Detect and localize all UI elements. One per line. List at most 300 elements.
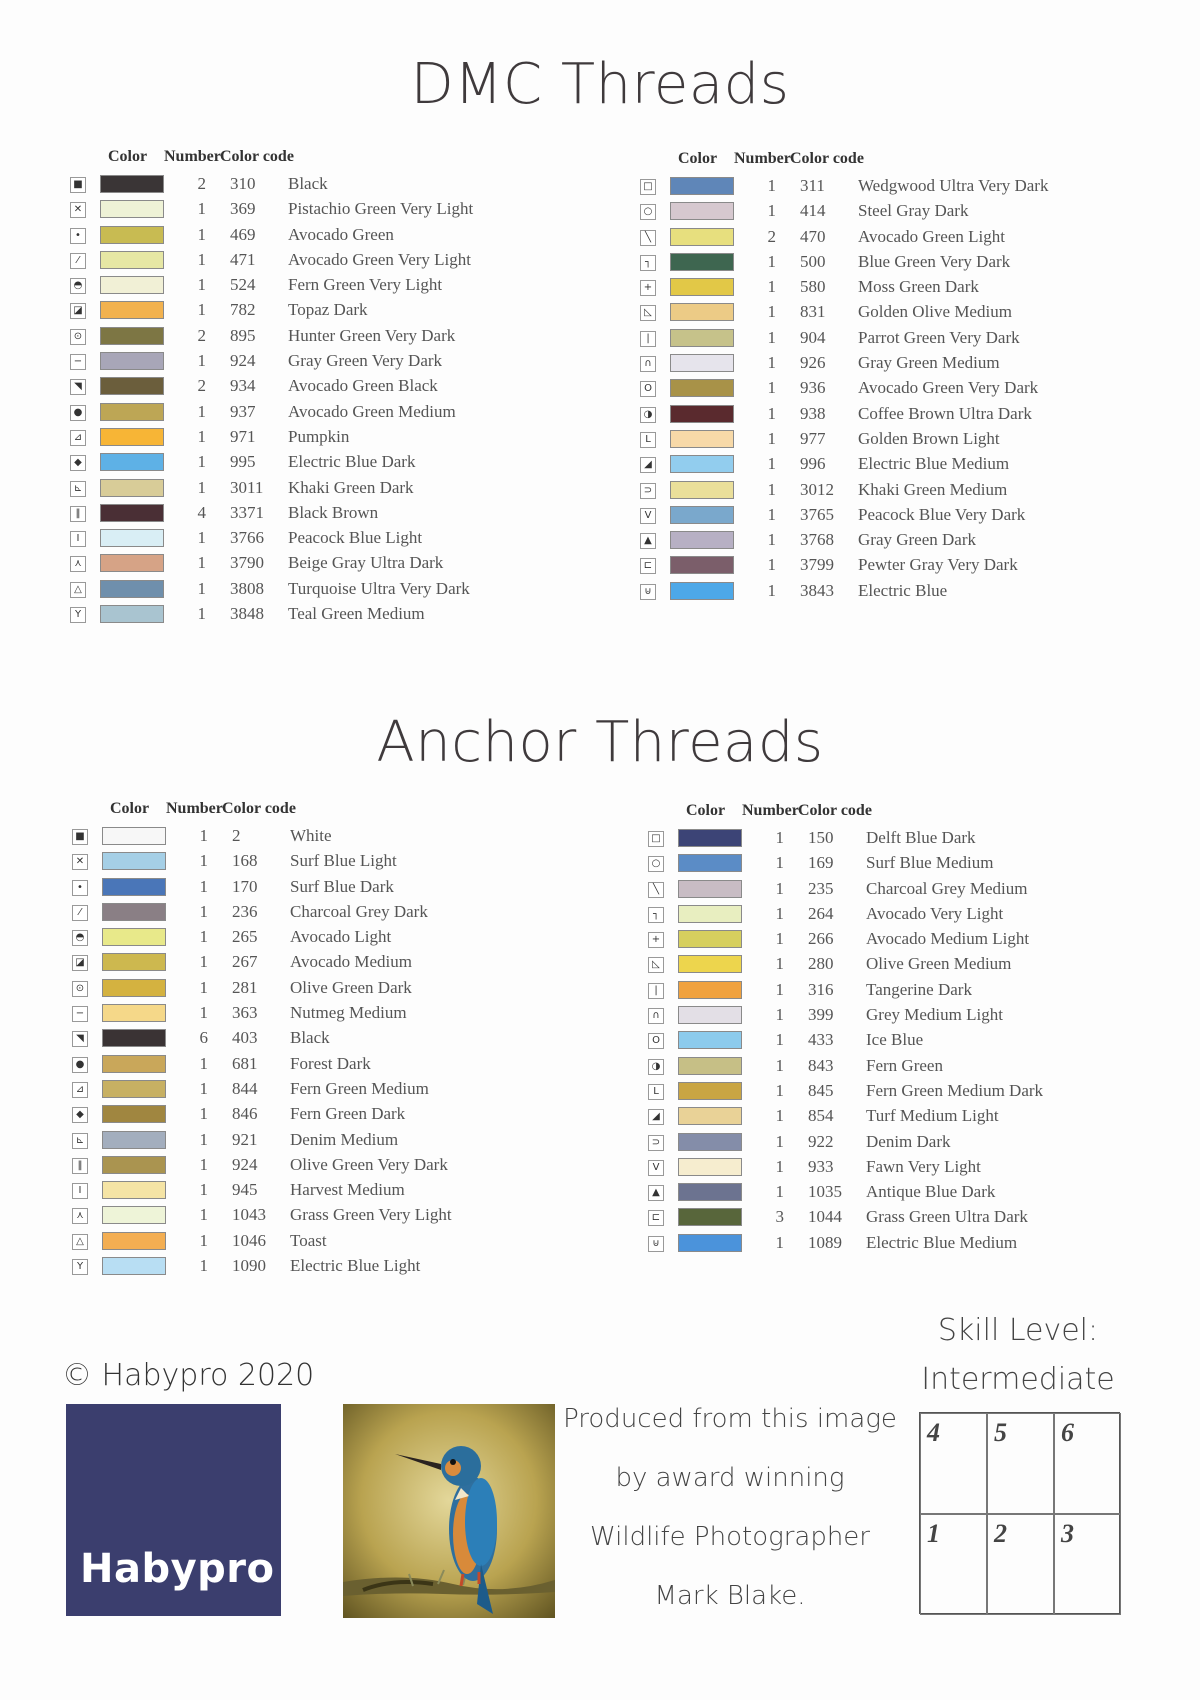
thread-number: 1035 (808, 1182, 842, 1202)
skein-count: 1 (199, 1205, 208, 1225)
dmc-key-left (70, 148, 570, 629)
thread-row (70, 351, 570, 376)
color-name: Wedgwood Ultra Very Dark (858, 176, 1049, 195)
skein-count: 6 (199, 1028, 208, 1048)
thread-number: 924 (232, 1154, 258, 1174)
header-color: Color (110, 800, 150, 817)
color-name: Denim Medium (290, 1129, 399, 1149)
symbol-icon: ○ (640, 204, 656, 220)
skein-count: 1 (199, 1180, 208, 1200)
thread-number: 500 (800, 251, 826, 271)
color-name: Fern Green Very Light (288, 275, 443, 295)
symbol-icon: • (72, 880, 88, 896)
color-swatch (670, 481, 734, 499)
skein-count: 1 (767, 504, 776, 524)
skein-count: 1 (775, 1131, 784, 1151)
symbol-icon: ▲ (648, 1185, 664, 1201)
color-name: Khaki Green Medium (858, 479, 1008, 499)
kingfisher-image (343, 1404, 555, 1618)
color-name: Turf Medium Light (866, 1106, 999, 1126)
color-swatch (102, 827, 166, 845)
color-name: Gray Green Dark (858, 530, 976, 550)
color-name: Electric Blue Dark (288, 452, 416, 472)
symbol-icon: ◺ (640, 305, 656, 321)
symbol-icon: | (640, 331, 656, 347)
thread-row (640, 201, 1140, 226)
thread-row (640, 581, 1140, 606)
thread-row (72, 877, 572, 902)
skein-count: 1 (199, 1003, 208, 1023)
color-name: Electric Blue Light (290, 1256, 421, 1276)
symbol-icon: ■ (70, 177, 86, 193)
skein-count: 1 (197, 275, 206, 295)
thread-row (648, 1030, 1148, 1055)
skein-count: 1 (775, 1005, 784, 1025)
skein-count: 1 (775, 903, 784, 923)
thread-row (640, 176, 1140, 201)
skein-count: 1 (767, 580, 776, 600)
color-name: Black Brown (288, 502, 379, 522)
credit-line-3: Wildlife Photographer (589, 1522, 870, 1552)
symbol-icon: ◑ (640, 407, 656, 423)
skein-count: 1 (199, 1078, 208, 1098)
color-swatch (670, 253, 734, 271)
symbol-icon: ◆ (70, 455, 86, 471)
color-name: Gray Green Medium (858, 353, 1000, 373)
thread-row (640, 429, 1140, 454)
color-swatch (678, 854, 742, 872)
thread-number: 854 (808, 1106, 834, 1126)
skein-count: 1 (199, 1053, 208, 1073)
thread-row (648, 1081, 1148, 1106)
color-name: Fawn Very Light (866, 1156, 981, 1176)
color-swatch (678, 1183, 742, 1201)
color-swatch (670, 582, 734, 600)
color-name: Grass Green Ultra Dark (866, 1207, 1028, 1227)
thread-row (640, 227, 1140, 252)
thread-number: 681 (232, 1053, 258, 1073)
thread-number: 996 (800, 454, 826, 474)
thread-number: 150 (808, 828, 834, 847)
color-swatch (100, 403, 164, 421)
color-name: Peacock Blue Light (288, 528, 423, 548)
color-name: Harvest Medium (290, 1180, 405, 1200)
color-swatch (100, 428, 164, 446)
color-name: Surf Blue Dark (290, 876, 394, 896)
thread-row (640, 404, 1140, 429)
color-swatch (102, 1105, 166, 1123)
thread-number: 922 (808, 1131, 834, 1151)
skill-cell-3 (1054, 1514, 1121, 1615)
color-swatch (678, 1031, 742, 1049)
color-swatch (102, 1080, 166, 1098)
thread-row (640, 555, 1140, 580)
thread-row (70, 275, 570, 300)
thread-row (72, 1256, 572, 1281)
color-swatch (678, 1057, 742, 1075)
symbol-icon: ⊾ (70, 481, 86, 497)
thread-number: 235 (808, 878, 834, 898)
color-swatch (100, 301, 164, 319)
skein-count: 1 (775, 1182, 784, 1202)
thread-number: 469 (230, 224, 256, 244)
thread-row (70, 553, 570, 578)
color-name: Ice Blue (866, 1030, 924, 1050)
thread-number: 363 (232, 1003, 258, 1023)
symbol-icon: △ (72, 1234, 88, 1250)
skein-count: 1 (775, 1232, 784, 1252)
color-swatch (670, 228, 734, 246)
thread-number: 933 (808, 1156, 834, 1176)
color-swatch (678, 1082, 742, 1100)
symbol-icon: ┐ (640, 255, 656, 271)
color-swatch (678, 1006, 742, 1024)
thread-number: 310 (230, 174, 256, 193)
color-swatch (102, 1055, 166, 1073)
skein-count: 1 (197, 452, 206, 472)
skein-count: 1 (775, 954, 784, 974)
symbol-icon: − (70, 354, 86, 370)
thread-number: 971 (230, 426, 256, 446)
symbol-icon: ◆ (72, 1107, 88, 1123)
thread-row (70, 250, 570, 275)
color-swatch (678, 981, 742, 999)
skein-count: 1 (767, 302, 776, 322)
thread-row (72, 1079, 572, 1104)
thread-row (648, 1157, 1148, 1182)
header-code: Color code (220, 148, 294, 165)
color-swatch (102, 1257, 166, 1275)
thread-row (640, 480, 1140, 505)
thread-number: 3011 (230, 477, 264, 497)
credit-line-1: Produced from this image (563, 1404, 897, 1434)
thread-row (70, 604, 570, 629)
thread-row (640, 328, 1140, 353)
skill-level-grid (919, 1412, 1120, 1614)
header-number: Number (742, 802, 799, 819)
skein-count: 1 (767, 176, 776, 195)
thread-row (648, 1106, 1148, 1131)
color-name: Electric Blue (858, 580, 948, 600)
skill-cell-number: 5 (994, 1418, 1007, 1447)
thread-row (648, 1233, 1148, 1258)
color-swatch (670, 531, 734, 549)
color-swatch (670, 329, 734, 347)
skein-count: 1 (197, 351, 206, 371)
color-name: Avocado Light (290, 927, 392, 947)
thread-number: 524 (230, 275, 256, 295)
skein-count: 1 (199, 952, 208, 972)
color-swatch (102, 1004, 166, 1022)
color-swatch (100, 605, 164, 623)
color-swatch (102, 928, 166, 946)
thread-number: 266 (808, 929, 834, 949)
thread-number: 580 (800, 277, 826, 297)
thread-row (648, 1056, 1148, 1081)
skein-count: 1 (767, 479, 776, 499)
symbol-icon: ◪ (70, 303, 86, 319)
color-name: Charcoal Grey Medium (866, 878, 1028, 898)
thread-number: 3765 (800, 504, 834, 524)
skill-label: Skill Level: (937, 1313, 1099, 1348)
header-color: Color (108, 148, 148, 165)
color-name: White (290, 826, 332, 845)
thread-number: 1089 (808, 1232, 842, 1252)
color-swatch (102, 1181, 166, 1199)
thread-number: 995 (230, 452, 256, 472)
color-name: Avocado Green Very Light (288, 249, 472, 269)
skein-count: 3 (775, 1207, 784, 1227)
thread-row (70, 376, 570, 401)
skein-count: 1 (199, 1129, 208, 1149)
symbol-icon: ⊃ (648, 1135, 664, 1151)
color-name: Forest Dark (290, 1053, 371, 1073)
color-name: Golden Brown Light (858, 428, 1000, 448)
thread-number: 3012 (800, 479, 834, 499)
skein-count: 1 (199, 977, 208, 997)
thread-number: 895 (230, 325, 256, 345)
symbol-icon: I (72, 1183, 88, 1199)
thread-row (70, 402, 570, 427)
symbol-icon: − (72, 1006, 88, 1022)
symbol-icon: ⋏ (72, 1208, 88, 1224)
color-swatch (102, 953, 166, 971)
symbol-icon: O (648, 1033, 664, 1049)
thread-row (72, 978, 572, 1003)
skein-count: 1 (197, 426, 206, 446)
skein-count: 1 (767, 403, 776, 423)
skein-count: 1 (197, 553, 206, 573)
symbol-icon: ● (72, 1057, 88, 1073)
thread-row (648, 1182, 1148, 1207)
thread-row (70, 174, 570, 199)
color-swatch (670, 506, 734, 524)
header-code: Color code (790, 150, 864, 167)
thread-number: 846 (232, 1104, 258, 1124)
symbol-icon: ╲ (648, 882, 664, 898)
symbol-icon: L (640, 432, 656, 448)
thread-row (70, 478, 570, 503)
thread-number: 1043 (232, 1205, 266, 1225)
symbol-icon: ○ (648, 856, 664, 872)
symbol-icon: ‖ (72, 1158, 88, 1174)
symbol-icon: ◢ (640, 457, 656, 473)
thread-number: 1046 (232, 1230, 266, 1250)
thread-number: 433 (808, 1030, 834, 1050)
thread-number: 945 (232, 1180, 258, 1200)
thread-number: 904 (800, 327, 826, 347)
symbol-icon: Y (72, 1259, 88, 1275)
color-swatch (678, 1133, 742, 1151)
thread-row (648, 929, 1148, 954)
thread-number: 369 (230, 199, 256, 219)
color-swatch (100, 377, 164, 395)
thread-row (640, 378, 1140, 403)
symbol-icon: ⁄ (72, 905, 88, 921)
color-swatch (670, 278, 734, 296)
color-swatch (100, 226, 164, 244)
color-name: Avocado Green Light (858, 226, 1005, 246)
color-name: Tangerine Dark (866, 979, 972, 999)
color-swatch (100, 504, 164, 522)
symbol-icon: ⊍ (648, 1236, 664, 1252)
thread-number: 281 (232, 977, 258, 997)
thread-number: 471 (230, 249, 256, 269)
thread-number: 169 (808, 853, 834, 873)
color-swatch (102, 1029, 166, 1047)
color-swatch (102, 1156, 166, 1174)
color-swatch (100, 327, 164, 345)
thread-number: 843 (808, 1055, 834, 1075)
color-name: Olive Green Very Dark (290, 1154, 448, 1174)
skein-count: 1 (197, 199, 206, 219)
key-header (72, 800, 572, 826)
skein-count: 1 (199, 927, 208, 947)
color-swatch (678, 880, 742, 898)
color-name: Avocado Very Light (866, 903, 1004, 923)
color-name: Golden Olive Medium (858, 302, 1012, 322)
thread-row (640, 353, 1140, 378)
color-name: Topaz Dark (288, 300, 368, 320)
symbol-icon: ╲ (640, 230, 656, 246)
symbol-icon: ◓ (70, 278, 86, 294)
skein-count: 1 (767, 378, 776, 398)
thread-row (72, 1205, 572, 1230)
symbol-icon: ⁄ (70, 253, 86, 269)
skein-count: 1 (775, 1030, 784, 1050)
color-name: Charcoal Grey Dark (290, 901, 428, 921)
thread-number: 1044 (808, 1207, 842, 1227)
color-name: Pistachio Green Very Light (288, 199, 474, 219)
symbol-icon: ⊾ (72, 1133, 88, 1149)
color-name: Fern Green Medium (290, 1078, 429, 1098)
skill-cell-2 (987, 1514, 1054, 1615)
color-name: Avocado Green Medium (288, 401, 456, 421)
symbol-icon: | (648, 983, 664, 999)
color-name: Nutmeg Medium (290, 1003, 407, 1023)
color-name: Moss Green Dark (858, 277, 979, 297)
thread-row (72, 1003, 572, 1028)
skein-count: 1 (199, 826, 208, 845)
skein-count: 1 (775, 878, 784, 898)
thread-row (70, 452, 570, 477)
color-swatch (102, 878, 166, 896)
thread-number: 267 (232, 952, 258, 972)
color-name: Electric Blue Medium (858, 454, 1010, 474)
skein-count: 1 (767, 201, 776, 221)
thread-row (72, 952, 572, 977)
header-code: Color code (222, 800, 296, 817)
color-name: Denim Dark (866, 1131, 951, 1151)
thread-number: 921 (232, 1129, 258, 1149)
symbol-icon: ■ (72, 829, 88, 845)
symbol-icon: ✕ (70, 202, 86, 218)
thread-row (648, 1005, 1148, 1030)
skill-cell-number: 1 (927, 1519, 940, 1548)
color-swatch (670, 202, 734, 220)
skein-count: 1 (199, 1256, 208, 1276)
copyright: © Habypro 2020 (62, 1358, 315, 1393)
thread-row (648, 980, 1148, 1005)
thread-row (648, 1132, 1148, 1157)
thread-number: 844 (232, 1078, 258, 1098)
thread-number: 403 (232, 1028, 258, 1048)
color-swatch (678, 930, 742, 948)
thread-number: 1090 (232, 1256, 266, 1276)
color-swatch (670, 354, 734, 372)
color-name: Peacock Blue Very Dark (858, 504, 1026, 524)
color-name: Grass Green Very Light (290, 1205, 452, 1225)
skein-count: 1 (767, 277, 776, 297)
symbol-icon: ◢ (648, 1109, 664, 1125)
skein-count: 1 (775, 1080, 784, 1100)
anchor-title: Anchor Threads (376, 710, 824, 775)
thread-number: 938 (800, 403, 826, 423)
anchor-key-right (648, 802, 1148, 1258)
thread-number: 3768 (800, 530, 834, 550)
skill-cell-6 (1054, 1413, 1121, 1514)
symbol-icon: ● (70, 405, 86, 421)
color-swatch (100, 175, 164, 193)
color-name: Grey Medium Light (866, 1005, 1003, 1025)
thread-row (72, 902, 572, 927)
color-swatch (102, 1131, 166, 1149)
color-swatch (678, 955, 742, 973)
thread-number: 934 (230, 376, 256, 396)
thread-row (70, 427, 570, 452)
skein-count: 1 (767, 327, 776, 347)
symbol-icon: I (70, 531, 86, 547)
thread-row (648, 904, 1148, 929)
skein-count: 1 (199, 1230, 208, 1250)
thread-number: 924 (230, 351, 256, 371)
color-name: Beige Gray Ultra Dark (288, 553, 444, 573)
thread-number: 399 (808, 1005, 834, 1025)
thread-row (648, 828, 1148, 853)
thread-row (640, 277, 1140, 302)
thread-row (70, 199, 570, 224)
color-name: Parrot Green Very Dark (858, 327, 1020, 347)
color-name: Avocado Green (288, 224, 394, 244)
color-swatch (100, 554, 164, 572)
color-name: Black (290, 1028, 330, 1048)
color-swatch (100, 529, 164, 547)
color-name: Fern Green Dark (290, 1104, 406, 1124)
symbol-icon: + (648, 932, 664, 948)
color-name: Surf Blue Medium (866, 853, 994, 873)
symbol-icon: ‖ (70, 506, 86, 522)
color-swatch (670, 405, 734, 423)
color-name: Khaki Green Dark (288, 477, 414, 497)
thread-number: 470 (800, 226, 826, 246)
thread-row (648, 1207, 1148, 1232)
skein-count: 1 (775, 1106, 784, 1126)
thread-number: 3371 (230, 502, 264, 522)
color-name: Coffee Brown Ultra Dark (858, 403, 1032, 423)
thread-number: 170 (232, 876, 258, 896)
key-header (70, 148, 570, 174)
header-color: Color (686, 802, 726, 819)
skein-count: 1 (767, 454, 776, 474)
thread-number: 782 (230, 300, 256, 320)
skein-count: 1 (197, 578, 206, 598)
symbol-icon: ◑ (648, 1059, 664, 1075)
symbol-icon: ⋏ (70, 556, 86, 572)
thread-row (70, 528, 570, 553)
thread-row (72, 1130, 572, 1155)
skein-count: 1 (197, 300, 206, 320)
symbol-icon: □ (640, 179, 656, 195)
